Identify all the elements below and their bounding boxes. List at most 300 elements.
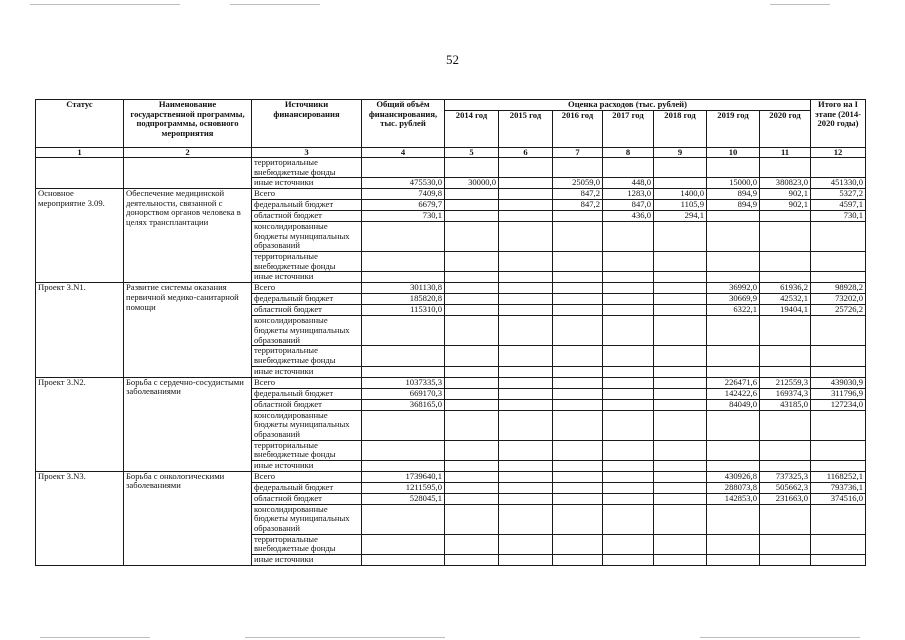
year-value-cell: [499, 440, 553, 460]
year-value-cell: [654, 482, 707, 493]
year-value-cell: [445, 410, 499, 440]
year-value-cell: [707, 410, 760, 440]
year-value-cell: [654, 410, 707, 440]
year-value-cell: [553, 377, 603, 388]
funding-source: консолидированные бюджеты муниципальных образований: [252, 222, 362, 252]
year-value-cell: [499, 482, 553, 493]
year-value-cell: [603, 222, 654, 252]
funding-source: областной бюджет: [252, 493, 362, 504]
stage-total-cell: [811, 272, 866, 283]
row-program-name: [124, 158, 252, 189]
year-value-cell: [553, 158, 603, 178]
total-volume-cell: 368165,0: [362, 399, 445, 410]
total-volume-cell: [362, 410, 445, 440]
total-volume-cell: [362, 504, 445, 534]
year-value-cell: [707, 534, 760, 554]
col-number: 9: [654, 148, 707, 158]
year-value-cell: [499, 554, 553, 565]
year-value-cell: [553, 283, 603, 294]
stage-total-cell: [811, 440, 866, 460]
total-volume-cell: 1037335,3: [362, 377, 445, 388]
col-number: 8: [603, 148, 654, 158]
year-value-cell: [445, 554, 499, 565]
year-value-cell: [654, 534, 707, 554]
total-volume-cell: [362, 440, 445, 460]
year-value-cell: [445, 534, 499, 554]
year-value-cell: [760, 534, 811, 554]
year-value-cell: [445, 493, 499, 504]
stage-total-cell: [811, 252, 866, 272]
year-value-cell: [553, 366, 603, 377]
year-value-cell: [603, 534, 654, 554]
row-program-name: Обеспечение медицинской деятельности, связанной с донорством органов человека в целях трансплантации: [124, 189, 252, 283]
funding-source: иные источники: [252, 178, 362, 189]
year-value-cell: [654, 504, 707, 534]
year-value-cell: [553, 504, 603, 534]
year-value-cell: [603, 316, 654, 346]
row-program-name: Борьба с онкологическими заболеваниями: [124, 471, 252, 565]
year-value-cell: [445, 222, 499, 252]
year-value-cell: [707, 222, 760, 252]
year-value-cell: [499, 504, 553, 534]
year-value-cell: [553, 471, 603, 482]
header-status: Статус: [36, 100, 124, 148]
year-value-cell: [760, 211, 811, 222]
year-value-cell: 226471,6: [707, 377, 760, 388]
year-value-cell: [603, 294, 654, 305]
year-value-cell: [553, 272, 603, 283]
year-value-cell: 61936,2: [760, 283, 811, 294]
col-number: 7: [553, 148, 603, 158]
year-value-cell: [499, 366, 553, 377]
funding-source: федеральный бюджет: [252, 388, 362, 399]
year-value-cell: [445, 346, 499, 366]
year-value-cell: 430926,8: [707, 471, 760, 482]
year-value-cell: [445, 504, 499, 534]
year-value-cell: [760, 554, 811, 565]
stage-total-cell: [811, 316, 866, 346]
top-scan-line-mid: [230, 4, 320, 5]
total-volume-cell: 115310,0: [362, 305, 445, 316]
header-year-2016: 2016 год: [553, 111, 603, 148]
stage-total-cell: 25726,2: [811, 305, 866, 316]
year-value-cell: 847,2: [553, 189, 603, 200]
column-number-row: [36, 148, 866, 158]
stage-total-cell: [811, 158, 866, 178]
year-value-cell: [654, 460, 707, 471]
year-value-cell: [654, 440, 707, 460]
year-value-cell: [603, 440, 654, 460]
stage-total-cell: [811, 554, 866, 565]
funding-source: территориальные внебюджетные фонды: [252, 440, 362, 460]
year-value-cell: 894,9: [707, 189, 760, 200]
year-value-cell: [654, 377, 707, 388]
total-volume-cell: [362, 252, 445, 272]
year-value-cell: 902,1: [760, 189, 811, 200]
total-volume-cell: 301130,8: [362, 283, 445, 294]
total-volume-cell: 185820,8: [362, 294, 445, 305]
year-value-cell: 847,0: [603, 200, 654, 211]
year-value-cell: 142422,6: [707, 388, 760, 399]
year-value-cell: [654, 399, 707, 410]
total-volume-cell: [362, 460, 445, 471]
year-value-cell: [707, 460, 760, 471]
year-value-cell: [553, 211, 603, 222]
total-volume-cell: [362, 366, 445, 377]
funding-source: федеральный бюджет: [252, 294, 362, 305]
stage-total-cell: 793736,1: [811, 482, 866, 493]
year-value-cell: [499, 252, 553, 272]
year-value-cell: 380823,0: [760, 178, 811, 189]
year-value-cell: 42532,1: [760, 294, 811, 305]
funding-source: федеральный бюджет: [252, 482, 362, 493]
stage-total-cell: 98928,2: [811, 283, 866, 294]
year-value-cell: [445, 158, 499, 178]
year-value-cell: [499, 346, 553, 366]
year-value-cell: [603, 410, 654, 440]
row-program-name: Развитие системы оказания первичной медико-санитарной помощи: [124, 283, 252, 377]
year-value-cell: [760, 222, 811, 252]
year-value-cell: [603, 399, 654, 410]
header-year-2015: 2015 год: [499, 111, 553, 148]
year-value-cell: [445, 200, 499, 211]
funding-source: областной бюджет: [252, 399, 362, 410]
header-estimate: Оценка расходов (тыс. рублей): [445, 100, 811, 111]
year-value-cell: 142853,0: [707, 493, 760, 504]
col-number: 1: [36, 148, 124, 158]
col-number: 10: [707, 148, 760, 158]
year-value-cell: [603, 283, 654, 294]
year-value-cell: [654, 388, 707, 399]
year-value-cell: 288073,8: [707, 482, 760, 493]
funding-source: Всего: [252, 471, 362, 482]
page-number: 52: [446, 52, 459, 67]
stage-total-cell: [811, 222, 866, 252]
year-value-cell: [603, 346, 654, 366]
year-value-cell: [499, 377, 553, 388]
stage-total-cell: [811, 366, 866, 377]
year-value-cell: [760, 346, 811, 366]
year-value-cell: [603, 493, 654, 504]
year-value-cell: [603, 460, 654, 471]
year-value-cell: [553, 252, 603, 272]
table-row: [36, 189, 866, 200]
year-value-cell: [499, 410, 553, 440]
year-value-cell: [445, 294, 499, 305]
budget-table-body: [36, 158, 866, 566]
total-volume-cell: 7409,8: [362, 189, 445, 200]
year-value-cell: 84049,0: [707, 399, 760, 410]
funding-source: территориальные внебюджетные фонды: [252, 158, 362, 178]
year-value-cell: [603, 272, 654, 283]
stage-total-cell: 439030,9: [811, 377, 866, 388]
year-value-cell: [760, 440, 811, 460]
total-volume-cell: [362, 222, 445, 252]
year-value-cell: [553, 482, 603, 493]
funding-source: Всего: [252, 189, 362, 200]
year-value-cell: [445, 189, 499, 200]
header-row-top: [36, 100, 866, 111]
year-value-cell: [654, 316, 707, 346]
year-value-cell: [553, 346, 603, 366]
top-scan-line-right: [770, 4, 830, 5]
year-value-cell: [707, 158, 760, 178]
header-year-2018: 2018 год: [654, 111, 707, 148]
year-value-cell: [445, 366, 499, 377]
year-value-cell: [760, 504, 811, 534]
total-volume-cell: [362, 316, 445, 346]
funding-source: консолидированные бюджеты муниципальных образований: [252, 504, 362, 534]
year-value-cell: [499, 316, 553, 346]
stage-total-cell: 374516,0: [811, 493, 866, 504]
total-volume-cell: 1739640,1: [362, 471, 445, 482]
year-value-cell: [707, 554, 760, 565]
total-volume-cell: 669170,3: [362, 388, 445, 399]
year-value-cell: [553, 388, 603, 399]
row-status: Проект 3.N2.: [36, 377, 124, 471]
year-value-cell: [445, 316, 499, 346]
year-value-cell: [499, 283, 553, 294]
stage-total-cell: [811, 410, 866, 440]
stage-total-cell: 127234,0: [811, 399, 866, 410]
col-number: 3: [252, 148, 362, 158]
year-value-cell: [707, 252, 760, 272]
funding-source: областной бюджет: [252, 211, 362, 222]
total-volume-cell: 475530,0: [362, 178, 445, 189]
year-value-cell: [499, 471, 553, 482]
header-stage-total: Итого на I этапе (2014-2020 годы): [811, 100, 866, 148]
year-value-cell: 19404,1: [760, 305, 811, 316]
year-value-cell: 30669,9: [707, 294, 760, 305]
year-value-cell: [603, 504, 654, 534]
year-value-cell: [603, 377, 654, 388]
year-value-cell: 36992,0: [707, 283, 760, 294]
year-value-cell: 212559,3: [760, 377, 811, 388]
year-value-cell: [445, 388, 499, 399]
header-year-2014: 2014 год: [445, 111, 499, 148]
year-value-cell: [654, 294, 707, 305]
year-value-cell: 30000,0: [445, 178, 499, 189]
total-volume-cell: [362, 158, 445, 178]
stage-total-cell: 451330,0: [811, 178, 866, 189]
year-value-cell: [654, 178, 707, 189]
stage-total-cell: 730,1: [811, 211, 866, 222]
year-value-cell: [445, 252, 499, 272]
year-value-cell: [553, 554, 603, 565]
year-value-cell: 448,0: [603, 178, 654, 189]
year-value-cell: [760, 272, 811, 283]
stage-total-cell: [811, 346, 866, 366]
year-value-cell: [499, 493, 553, 504]
year-value-cell: [654, 283, 707, 294]
row-status: Проект 3.N3.: [36, 471, 124, 565]
bottom-scan-line-mid: [245, 637, 445, 638]
year-value-cell: [445, 377, 499, 388]
total-volume-cell: [362, 534, 445, 554]
year-value-cell: [499, 272, 553, 283]
year-value-cell: [654, 305, 707, 316]
bottom-scan-line-right: [700, 637, 860, 638]
year-value-cell: [499, 460, 553, 471]
year-value-cell: [553, 294, 603, 305]
col-number: 11: [760, 148, 811, 158]
year-value-cell: [499, 305, 553, 316]
total-volume-cell: [362, 346, 445, 366]
year-value-cell: [553, 460, 603, 471]
year-value-cell: [707, 504, 760, 534]
stage-total-cell: [811, 534, 866, 554]
stage-total-cell: 1168252,1: [811, 471, 866, 482]
year-value-cell: [499, 158, 553, 178]
year-value-cell: 294,1: [654, 211, 707, 222]
year-value-cell: [654, 554, 707, 565]
year-value-cell: [760, 366, 811, 377]
year-value-cell: [553, 222, 603, 252]
total-volume-cell: [362, 554, 445, 565]
budget-table: [35, 99, 866, 566]
funding-source: Всего: [252, 377, 362, 388]
year-value-cell: 43185,0: [760, 399, 811, 410]
funding-source: Всего: [252, 283, 362, 294]
year-value-cell: [654, 222, 707, 252]
row-status: Проект 3.N1.: [36, 283, 124, 377]
year-value-cell: 505662,3: [760, 482, 811, 493]
year-value-cell: [654, 158, 707, 178]
year-value-cell: 169374,3: [760, 388, 811, 399]
stage-total-cell: 73202,0: [811, 294, 866, 305]
year-value-cell: [707, 366, 760, 377]
year-value-cell: [707, 440, 760, 460]
stage-total-cell: 311796,9: [811, 388, 866, 399]
year-value-cell: [603, 471, 654, 482]
year-value-cell: [499, 200, 553, 211]
total-volume-cell: [362, 272, 445, 283]
year-value-cell: [445, 283, 499, 294]
funding-source: иные источники: [252, 272, 362, 283]
year-value-cell: 15000,0: [707, 178, 760, 189]
year-value-cell: 25059,0: [553, 178, 603, 189]
year-value-cell: [553, 399, 603, 410]
year-value-cell: [499, 534, 553, 554]
year-value-cell: 894,9: [707, 200, 760, 211]
year-value-cell: [760, 158, 811, 178]
table-row: [36, 377, 866, 388]
year-value-cell: 847,2: [553, 200, 603, 211]
stage-total-cell: 4597,1: [811, 200, 866, 211]
year-value-cell: [760, 316, 811, 346]
year-value-cell: 436,0: [603, 211, 654, 222]
year-value-cell: [553, 316, 603, 346]
year-value-cell: [499, 189, 553, 200]
col-number: 6: [499, 148, 553, 158]
year-value-cell: [603, 388, 654, 399]
year-value-cell: [603, 158, 654, 178]
year-value-cell: [499, 222, 553, 252]
row-program-name: Борьба с сердечно-сосудистыми заболеваниями: [124, 377, 252, 471]
year-value-cell: [445, 460, 499, 471]
table-row: [36, 283, 866, 294]
year-value-cell: [445, 471, 499, 482]
total-volume-cell: 730,1: [362, 211, 445, 222]
year-value-cell: 902,1: [760, 200, 811, 211]
top-scan-line-left: [30, 4, 180, 5]
funding-source: иные источники: [252, 366, 362, 377]
year-value-cell: [707, 272, 760, 283]
year-value-cell: [654, 272, 707, 283]
year-value-cell: [760, 460, 811, 471]
header-year-2017: 2017 год: [603, 111, 654, 148]
year-value-cell: 737325,3: [760, 471, 811, 482]
stage-total-cell: [811, 504, 866, 534]
stage-total-cell: 5327,2: [811, 189, 866, 200]
year-value-cell: [445, 305, 499, 316]
table-row: [36, 158, 866, 178]
year-value-cell: [603, 482, 654, 493]
row-status: Основное мероприятие 3.09.: [36, 189, 124, 283]
funding-source: иные источники: [252, 460, 362, 471]
funding-source: областной бюджет: [252, 305, 362, 316]
funding-source: территориальные внебюджетные фонды: [252, 534, 362, 554]
total-volume-cell: 1211595,0: [362, 482, 445, 493]
col-number: 5: [445, 148, 499, 158]
year-value-cell: [603, 366, 654, 377]
year-value-cell: [707, 211, 760, 222]
year-value-cell: [603, 554, 654, 565]
year-value-cell: [654, 471, 707, 482]
year-value-cell: [707, 316, 760, 346]
year-value-cell: [707, 346, 760, 366]
year-value-cell: 6322,1: [707, 305, 760, 316]
funding-source: территориальные внебюджетные фонды: [252, 252, 362, 272]
year-value-cell: [499, 211, 553, 222]
year-value-cell: [553, 305, 603, 316]
year-value-cell: [499, 178, 553, 189]
year-value-cell: [553, 534, 603, 554]
year-value-cell: [654, 346, 707, 366]
year-value-cell: [760, 252, 811, 272]
total-volume-cell: 528045,1: [362, 493, 445, 504]
col-number: 2: [124, 148, 252, 158]
col-number: 4: [362, 148, 445, 158]
total-volume-cell: 6679,7: [362, 200, 445, 211]
stage-total-cell: [811, 460, 866, 471]
header-year-2020: 2020 год: [760, 111, 811, 148]
year-value-cell: [445, 272, 499, 283]
year-value-cell: [654, 252, 707, 272]
funding-source: иные источники: [252, 554, 362, 565]
year-value-cell: [445, 211, 499, 222]
header-year-2019: 2019 год: [707, 111, 760, 148]
funding-source: территориальные внебюджетные фонды: [252, 346, 362, 366]
header-program: Наименование государственной программы, подпрограммы, основного мероприятия: [124, 100, 252, 148]
year-value-cell: [553, 410, 603, 440]
year-value-cell: 1283,0: [603, 189, 654, 200]
year-value-cell: 1105,9: [654, 200, 707, 211]
row-status: [36, 158, 124, 189]
header-total-volume: Общий объём финансирования, тыс. рублей: [362, 100, 445, 148]
year-value-cell: [499, 388, 553, 399]
year-value-cell: [654, 493, 707, 504]
year-value-cell: [553, 440, 603, 460]
year-value-cell: [445, 399, 499, 410]
year-value-cell: [654, 366, 707, 377]
year-value-cell: [499, 294, 553, 305]
year-value-cell: [499, 399, 553, 410]
funding-source: консолидированные бюджеты муниципальных образований: [252, 410, 362, 440]
year-value-cell: [603, 305, 654, 316]
year-value-cell: [760, 410, 811, 440]
year-value-cell: [445, 440, 499, 460]
